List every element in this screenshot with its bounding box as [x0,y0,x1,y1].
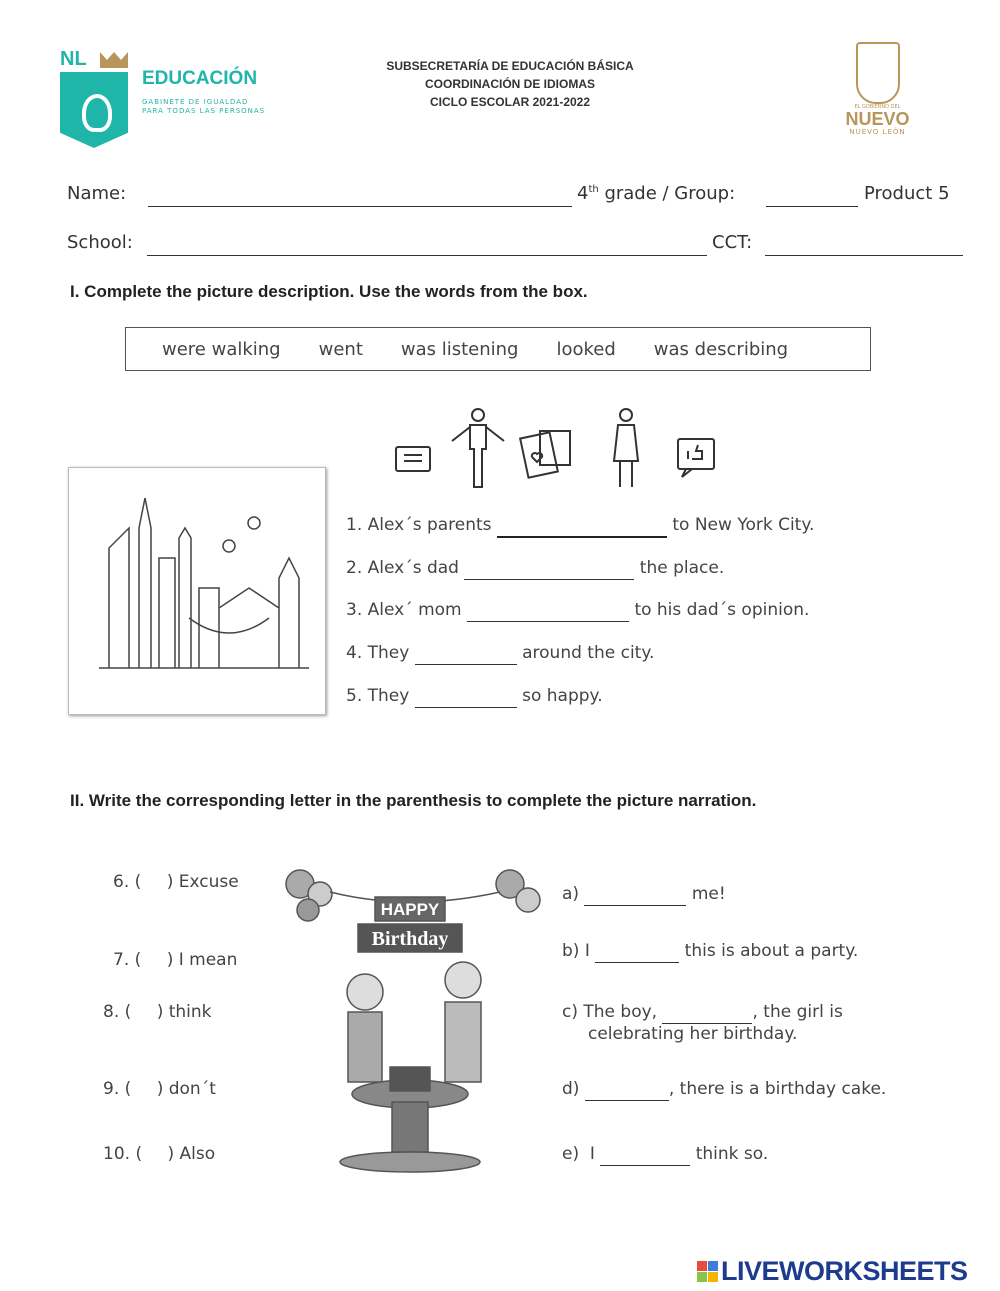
option-letter: b) [562,941,580,961]
grade-rest: grade / Group: [598,183,736,204]
group-input[interactable] [766,186,858,207]
logo-tagline-2: PARA TODAS LAS PERSONAS [142,107,266,115]
item-num: 8. [103,1002,120,1022]
sentence-text: 1. Alex´s parents [346,515,492,535]
section2-title: II. Write the corresponding letter in the parenthesis to complete the picture narration. [70,791,757,810]
option-text: me! [691,884,726,904]
shield-icon [60,72,128,148]
cct-input[interactable] [765,235,963,256]
man-gesturing-icon [452,409,504,487]
word-option: went [318,338,363,360]
option-d [562,1079,886,1101]
option-text: The boy, [583,1002,658,1022]
name-label: Name: [67,183,127,204]
photos-icon [520,431,570,478]
header-line: SUBSECRETARÍA DE EDUCACIÓN BÁSICA [386,59,634,73]
name-input[interactable] [148,186,572,207]
item-word: Excuse [178,872,239,892]
logo-right-big: NUEVO [845,109,910,129]
option-letter: c) [562,1002,578,1022]
pictogram-row [390,405,730,495]
logo-nl: NL [60,48,87,70]
item-word: don´t [168,1079,216,1099]
sentence-text: the place. [639,558,725,578]
option-b [562,941,858,963]
option-a-input[interactable] [584,885,686,906]
educacion-logo [60,48,275,148]
logo-right-bottom: NUEVO LEÓN [849,128,906,136]
item-word: think [168,1002,212,1022]
answer-4-input[interactable] [415,644,517,665]
logo-brand: EDUCACIÓN [142,68,258,89]
option-text: think so. [695,1144,769,1164]
word-box [125,327,871,371]
option-d-input[interactable] [585,1080,669,1101]
option-e-input[interactable] [600,1145,690,1166]
grade-label [577,183,735,204]
speech-bubble-icon [396,447,430,471]
item-word: I mean [178,950,238,970]
word-option: looked [556,338,616,360]
section1-title: I. Complete the picture description. Use the words from the box. [70,282,588,301]
option-a [562,884,726,906]
match-item-6: 6. ( ) Excuse [113,872,239,892]
match-item-10: 10. ( ) Also [103,1144,216,1164]
option-text: , there is a birthday cake. [668,1079,887,1099]
item-word: Also [179,1144,216,1164]
letter-10-input[interactable] [148,1145,168,1165]
sentence-text: 4. They [346,643,410,663]
cct-label: CCT: [712,232,753,253]
item-num: 7. [113,950,130,970]
header-line: COORDINACIÓN DE IDIOMAS [424,77,595,91]
logo-right-top: EL GOBIERNO DEL [854,104,901,110]
match-item-7: 7. ( ) I mean [113,950,238,970]
thumbs-up-bubble-icon [678,439,714,477]
option-text: this is about a party. [684,941,859,961]
letter-9-input[interactable] [137,1080,157,1100]
birthday-picture [280,862,550,1177]
option-c [562,1002,843,1044]
banner-happy: HAPPY [380,900,440,919]
new-york-picture [68,467,326,715]
header-line: CICLO ESCOLAR 2021-2022 [429,95,591,109]
liveworksheets-logo [697,1256,968,1287]
sentence-4 [346,643,654,665]
match-item-8: 8. ( ) think [103,1002,212,1022]
option-b-input[interactable] [595,942,679,963]
letter-8-input[interactable] [137,1003,157,1023]
option-text: I [589,1144,595,1164]
word-option: was listening [400,338,519,360]
sentence-text: so happy. [522,686,603,706]
sentence-text: 5. They [346,686,410,706]
school-label: School: [67,232,133,253]
woman-icon [614,409,638,487]
logo-tagline-1: GABINETE DE IGUALDAD [142,98,249,106]
letter-7-input[interactable] [147,951,167,971]
word-option: were walking [162,338,281,360]
sentence-3 [346,600,809,622]
option-letter: e) [562,1144,580,1164]
school-input[interactable] [147,235,707,256]
answer-2-input[interactable] [464,559,634,580]
sentence-1 [346,515,814,538]
liveworksheets-icon [697,1261,718,1282]
sentence-text: around the city. [522,643,655,663]
item-num: 9. [103,1079,120,1099]
liveworksheets-text: LIVEWORKSHEETS [721,1256,968,1286]
sentence-text: 3. Alex´ mom [346,600,462,620]
sentence-text: to his dad´s opinion. [634,600,810,620]
grade-num: 4 [577,183,589,204]
sentence-text: to New York City. [672,515,815,535]
option-letter: a) [562,884,580,904]
product-label: Product 5 [864,183,950,204]
option-text: celebrating her birthday. [588,1024,798,1044]
answer-5-input[interactable] [415,687,517,708]
crown-icon [100,52,128,68]
option-text: I [584,941,590,961]
sentence-5 [346,686,603,708]
answer-3-input[interactable] [467,601,629,622]
option-text: , the girl is [752,1002,843,1022]
header-text [340,57,680,111]
option-letter: d) [562,1079,580,1099]
word-option: was describing [653,338,789,360]
option-e [562,1144,768,1166]
nuevo-leon-logo [830,42,925,147]
option-c-input[interactable] [662,1003,752,1024]
banner-birthday: Birthday [371,928,449,950]
letter-6-input[interactable] [147,873,167,893]
answer-1-input[interactable] [497,516,667,538]
sentence-text: 2. Alex´s dad [346,558,459,578]
item-num: 6. [113,872,130,892]
match-item-9: 9. ( ) don´t [103,1079,216,1099]
grade-sup: th [588,184,599,195]
item-num: 10. [103,1144,131,1164]
coat-of-arms-icon [856,42,900,104]
sentence-2 [346,558,724,580]
